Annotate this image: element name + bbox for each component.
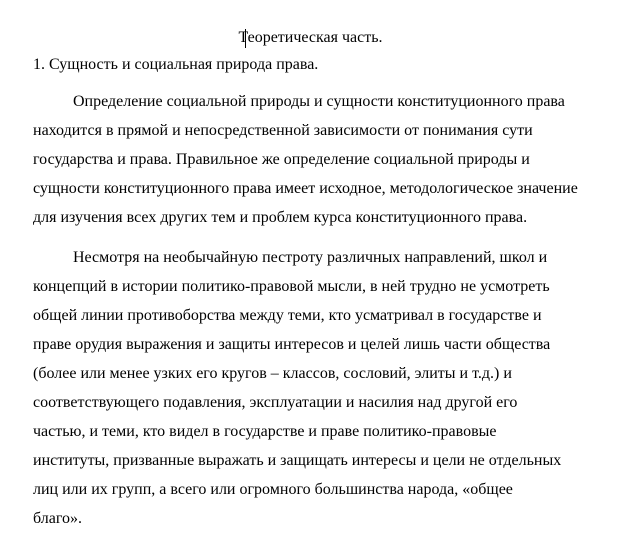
paragraph-2-line: (более или менее узких его кругов – классов, сословий, элиты и т.д.) и bbox=[33, 365, 512, 382]
paragraph-1-line: Определение социальной природы и сущности конституционного права bbox=[73, 93, 565, 110]
document-title: Теоретическая часть. bbox=[238, 29, 383, 46]
paragraph-2-line: институты, призванные выражать и защищать интересы и цели не отдельных bbox=[33, 452, 562, 469]
paragraph-2-line: соответствующего подавления, эксплуатации и насилия над другой его bbox=[33, 394, 518, 411]
paragraph-2-line: концепций в истории политико-правовой мысли, в ней трудно не усмотреть bbox=[33, 278, 550, 295]
paragraph-2-line: лиц или их групп, а всего или огромного большинства народа, «общее bbox=[33, 481, 513, 498]
paragraph-1-line: для изучения всех других тем и проблем курса конституционного права. bbox=[33, 209, 528, 226]
paragraph-1-line: находится в прямой и непосредственной зависимости от понимания сути bbox=[33, 122, 533, 139]
paragraph-2-line: Несмотря на необычайную пестроту различных направлений, школ и bbox=[73, 249, 548, 266]
paragraph-2-line: благо». bbox=[33, 510, 82, 527]
paragraph-1-line: государства и права. Правильное же определение социальной природы и bbox=[33, 151, 530, 168]
section-heading: 1. Сущность и социальная природа права. bbox=[33, 56, 319, 73]
paragraph-2-line: частью, и теми, кто видел в государстве и праве политико-правовые bbox=[33, 423, 497, 440]
paragraph-2-line: праве орудия выражения и защиты интересов и целей лишь части общества bbox=[33, 336, 551, 353]
paragraph-2-line: общей линии противоборства между теми, кто усматривал в государстве и bbox=[33, 307, 542, 324]
paragraph-1-line: сущности конституционного права имеет исходное, методологическое значение bbox=[33, 180, 578, 197]
